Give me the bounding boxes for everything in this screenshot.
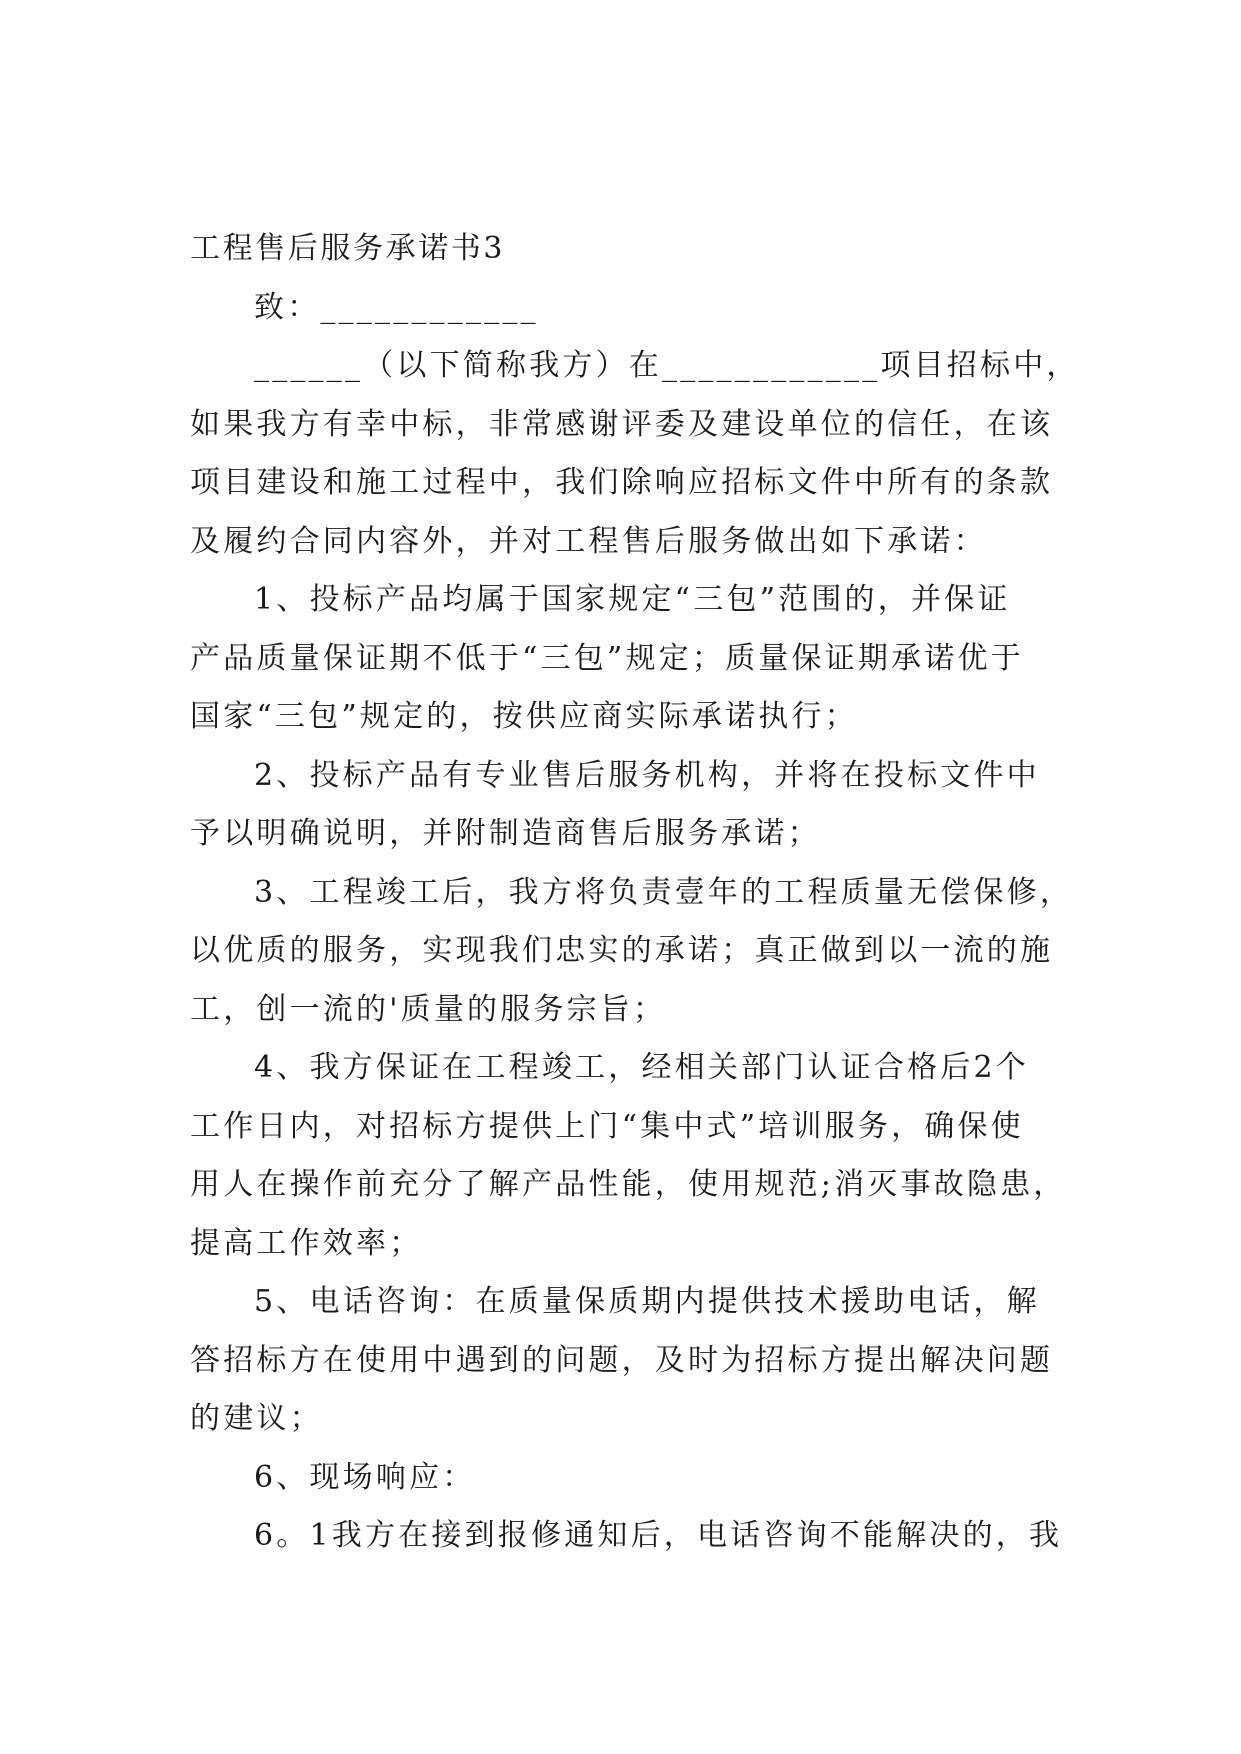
paragraph-line: 的建议； bbox=[190, 1401, 323, 1436]
paragraph-line: 工，创一流的'质量的服务宗旨； bbox=[190, 991, 667, 1027]
paragraph-line: 6、现场响应： bbox=[254, 1459, 476, 1495]
paragraph-line: 5、电话咨询：在质量保质期内提供技术援助电话，解 bbox=[254, 1284, 1040, 1319]
paragraph-line: ______（以下简称我方）在____________项目招标中， bbox=[254, 348, 1080, 383]
paragraph-line: 3、工程竣工后，我方将负责壹年的工程质量无偿保修， bbox=[254, 874, 1074, 910]
paragraph-line: 4、我方保证在工程竣工，经相关部门认证合格后2个 bbox=[254, 1050, 1029, 1085]
paragraph-line: 提高工作效率； bbox=[190, 1225, 423, 1261]
paragraph-line: 工作日内，对招标方提供上门“集中式”培训服务，确保使 bbox=[190, 1108, 1024, 1144]
paragraph-line: 如果我方有幸中标，非常感谢评委及建设单位的信任，在该 bbox=[190, 406, 1054, 442]
paragraph-line: 产品质量保证期不低于“三包”规定；质量保证期承诺优于 bbox=[190, 640, 1024, 676]
document-page bbox=[190, 220, 1080, 1566]
paragraph-line: 用人在操作前充分了解产品性能，使用规范;消灭事故隐患， bbox=[190, 1167, 1067, 1202]
paragraph-line: 6。1我方在接到报修通知后，电话咨询不能解决的，我 bbox=[254, 1518, 1063, 1553]
paragraph-line: 及履约合同内容外，并对工程售后服务做出如下承诺： bbox=[190, 523, 987, 559]
addressee-line: 致：____________ bbox=[254, 289, 539, 325]
paragraph-line: 以优质的服务，实现我们忠实的承诺；真正做到以一流的施 bbox=[190, 933, 1054, 968]
paragraph-line: 1、投标产品均属于国家规定“三包”范围的，并保证 bbox=[254, 582, 1011, 617]
paragraph-line: 予以明确说明，并附制造商售后服务承诺； bbox=[190, 816, 821, 851]
paragraph-line: 2、投标产品有专业售后服务机构，并将在投标文件中 bbox=[254, 757, 1040, 793]
paragraph-line: 答招标方在使用中遇到的问题，及时为招标方提出解决问题 bbox=[190, 1342, 1054, 1378]
document-title: 工程售后服务承诺书3 bbox=[190, 231, 506, 266]
paragraph-line: 项目建设和施工过程中，我们除响应招标文件中所有的条款 bbox=[190, 465, 1054, 500]
paragraph-line: 国家“三包”规定的，按供应商实际承诺执行； bbox=[190, 699, 858, 734]
